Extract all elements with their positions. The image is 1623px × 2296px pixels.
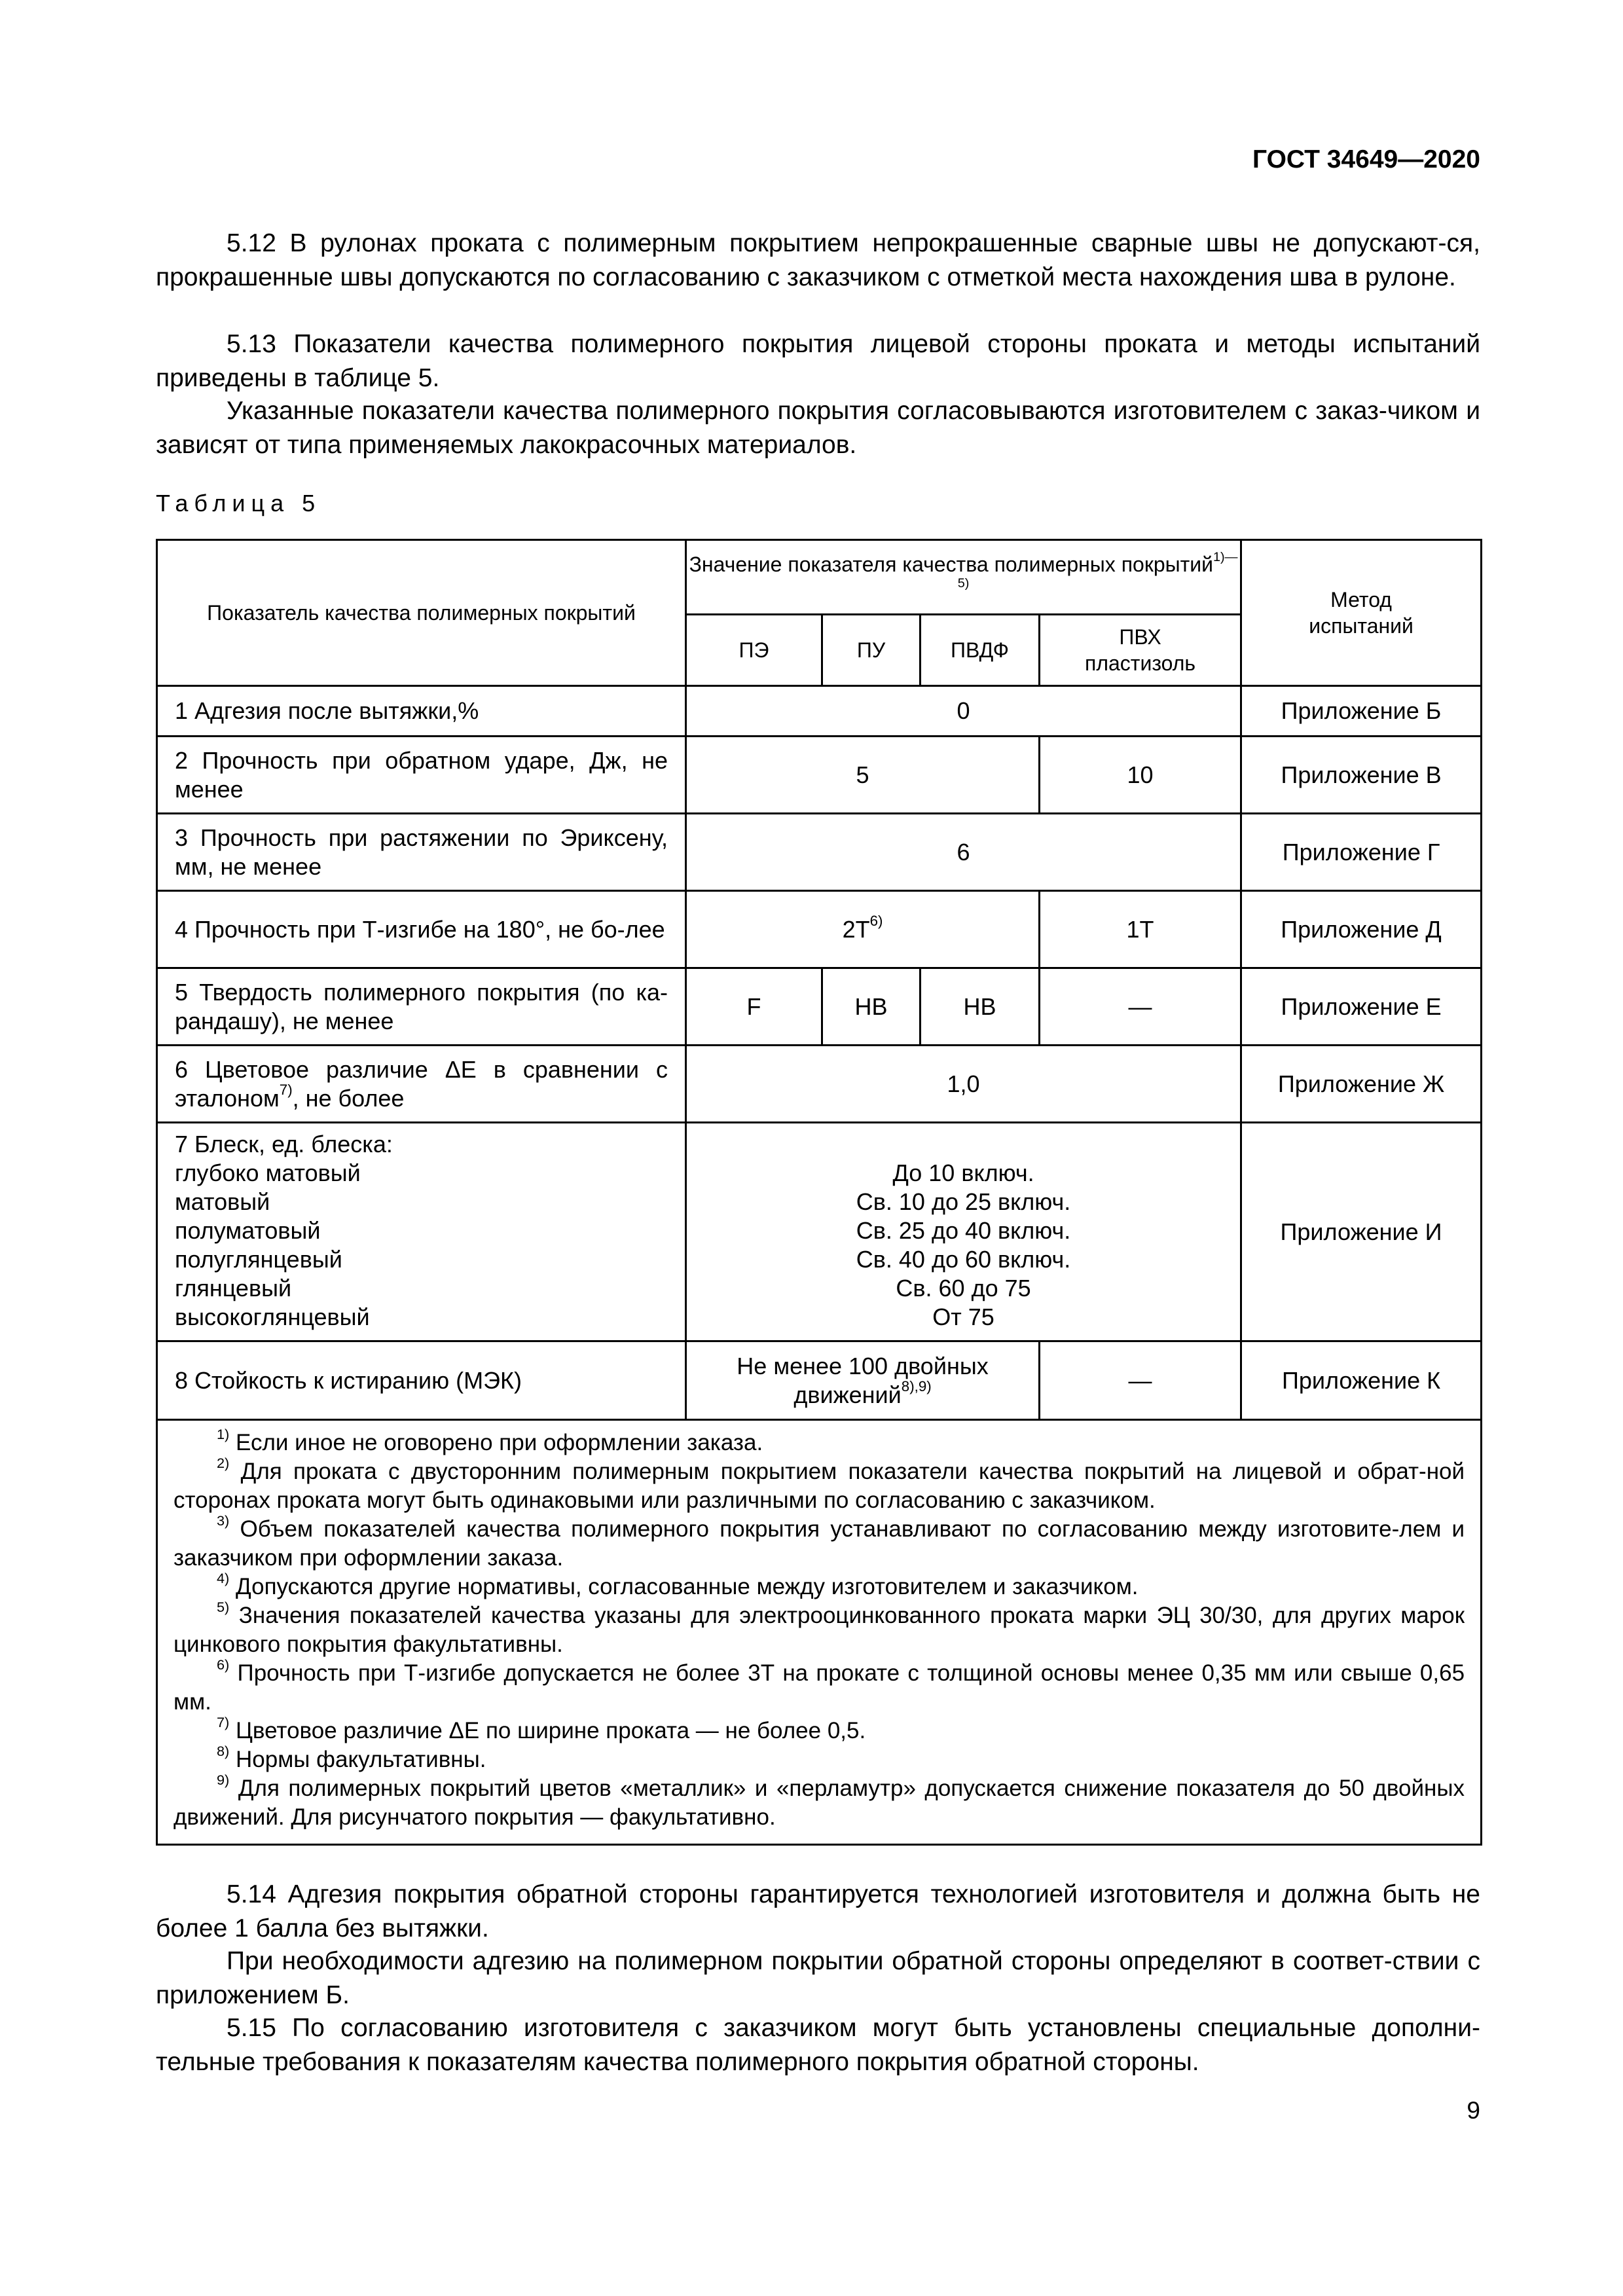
gloss-type: глубоко матовый bbox=[175, 1159, 361, 1186]
value-abrasion-pvc: — bbox=[1040, 1341, 1241, 1420]
method-gloss: Приложение И bbox=[1241, 1123, 1482, 1341]
indicator-erichsen: 3 Прочность при растяжении по Эриксену, мм, не менее bbox=[157, 814, 686, 891]
gloss-heading: 7 Блеск, ед. блеска: bbox=[175, 1131, 393, 1157]
head-value-group: Значение показателя качества полимерных покрытий$^{1)—5)}$ bbox=[686, 540, 1241, 615]
indicator-adhesion: 1 Адгезия после вытяжки,% bbox=[157, 686, 686, 737]
footnote: $^{6)}$ Прочность при Т-изгибе допускается не более 3Т на прокате с толщиной основы менее 0,35 мм или свыше 0,65 мм. bbox=[173, 1656, 1465, 1715]
table-row bbox=[157, 1123, 1482, 1341]
gloss-value: Св. 10 до 25 включ. bbox=[856, 1188, 1071, 1215]
method-adhesion: Приложение Б bbox=[1241, 686, 1482, 737]
paragraph-5-12: 5.12 В рулонах проката с полимерным покрытием непрокрашенные сварные швы не допускают-ся, прокрашенные швы допускаются по согласованию с заказчиком с отметкой места нахождения шва в рулоне. bbox=[156, 229, 1480, 291]
indicator-t-bend: 4 Прочность при Т-изгибе на 180°, не бо-лее bbox=[157, 891, 686, 968]
value-t-bend-pe-pu-pvdf: $2Т^{6)}$ bbox=[686, 891, 1040, 968]
method-color-difference: Приложение Ж bbox=[1241, 1046, 1482, 1123]
head-method: Метод испытаний bbox=[1241, 540, 1482, 686]
table-caption: Таблица 5 bbox=[156, 490, 321, 517]
value-adhesion: 0 bbox=[686, 686, 1241, 737]
table-row bbox=[157, 968, 1482, 1046]
value-reverse-impact-pvc: 10 bbox=[1040, 737, 1241, 814]
head-col-pe: ПЭ bbox=[686, 615, 822, 686]
method-erichsen: Приложение Г bbox=[1241, 814, 1482, 891]
indicator-color-difference: 6 Цветовое различие ΔE в сравнении с эталоном$^{7)}$, не более bbox=[157, 1046, 686, 1123]
value-t-bend-pvc: 1Т bbox=[1040, 891, 1241, 968]
table-row bbox=[157, 737, 1482, 814]
footnote: $^{1)}$ Если иное не оговорено при оформлении заказа. bbox=[217, 1426, 763, 1455]
method-abrasion: Приложение К bbox=[1241, 1341, 1482, 1420]
gloss-type: матовый bbox=[175, 1188, 270, 1215]
gloss-value: Св. 60 до 75 bbox=[896, 1275, 1031, 1302]
head-indicator: Показатель качества полимерных покрытий bbox=[157, 540, 686, 686]
paragraph-5-13: 5.13 Показатели качества полимерного покрытия лицевой стороны проката и методы испытаний приведены в таблице 5. bbox=[156, 330, 1480, 392]
table-row bbox=[157, 686, 1482, 737]
footnote: $^{2)}$ Для проката с двусторонним полимерным покрытием показатели качества покрытий на лицевой и обрат-ной сторонах проката могут быть одинаковыми или различными по согласованию с заказчиком. bbox=[173, 1455, 1465, 1513]
paragraph-5-15: 5.15 По согласованию изготовителя с заказчиком могут быть установлены специальные дополни-тельные требования к показателям качества полимерного покрытия обратной стороны. bbox=[156, 2014, 1480, 2076]
table-5 bbox=[156, 539, 1482, 1846]
indicator-reverse-impact: 2 Прочность при обратном ударе, Дж, не менее bbox=[157, 737, 686, 814]
value-hardness-pe: F bbox=[686, 968, 822, 1046]
value-hardness-pvc: — bbox=[1040, 968, 1241, 1046]
table-notes-row bbox=[157, 1420, 1482, 1845]
value-reverse-impact-pe-pu-pvdf: 5 bbox=[686, 737, 1040, 814]
page-number: 9 bbox=[1467, 2097, 1480, 2124]
footnote: $^{9)}$ Для полимерных покрытий цветов «металлик» и «перламутр» допускается снижение показателя до 50 двойных движений. Для рисунчатого покрытия — факультативно. bbox=[173, 1772, 1465, 1830]
method-reverse-impact: Приложение В bbox=[1241, 737, 1482, 814]
table-head-row bbox=[157, 540, 1482, 615]
table-notes bbox=[157, 1420, 1482, 1845]
gloss-type: полуглянцевый bbox=[175, 1246, 342, 1273]
gloss-value: До 10 включ. bbox=[892, 1159, 1034, 1186]
paragraph-reverse-adhesion: При необходимости адгезию на полимерном покрытии обратной стороны определяют в соответ-ствии с приложением Б. bbox=[156, 1947, 1480, 2009]
value-erichsen: 6 bbox=[686, 814, 1241, 891]
gloss-value: Св. 25 до 40 включ. bbox=[856, 1217, 1071, 1244]
gloss-value: От 75 bbox=[932, 1303, 994, 1330]
footnote: $^{3)}$ Объем показателей качества полимерного покрытия устанавливают по согласованию между изготовите-лем и заказчиком при оформлении заказа. bbox=[173, 1512, 1465, 1571]
footnote: $^{4)}$ Допускаются другие нормативы, согласованные между изготовителем и заказчиком. bbox=[217, 1570, 1139, 1599]
gloss-value: Св. 40 до 60 включ. bbox=[856, 1246, 1071, 1273]
value-hardness-pvdf: НВ bbox=[921, 968, 1040, 1046]
value-abrasion-pe-pu-pvdf: Не менее 100 двойных движений$^{8),9)}$ bbox=[686, 1341, 1040, 1420]
gloss-type: высокоглянцевый bbox=[175, 1303, 370, 1330]
indicator-gloss bbox=[157, 1123, 686, 1341]
table-row bbox=[157, 814, 1482, 891]
paragraph-5-14: 5.14 Адгезия покрытия обратной стороны гарантируется технологией изготовителя и должна быть не более 1 балла без вытяжки. bbox=[156, 1880, 1480, 1942]
footnote: $^{5)}$ Значения показателей качества указаны для электрооцинкованного проката марки ЭЦ 30/30, для других марок цинкового покрытия факультативны. bbox=[173, 1599, 1465, 1657]
head-col-pvc: ПВХ пластизоль bbox=[1040, 615, 1241, 686]
footnote: $^{7)}$ Цветовое различие ΔE по ширине проката — не более 0,5. bbox=[217, 1714, 866, 1743]
footnote: $^{8)}$ Нормы факультативны. bbox=[217, 1743, 486, 1772]
gloss-type: полуматовый bbox=[175, 1217, 321, 1244]
table-row bbox=[157, 1046, 1482, 1123]
method-t-bend: Приложение Д bbox=[1241, 891, 1482, 968]
document-number: ГОСТ 34649—2020 bbox=[1252, 145, 1480, 173]
value-hardness-pu: НВ bbox=[822, 968, 921, 1046]
value-color-difference: 1,0 bbox=[686, 1046, 1241, 1123]
indicator-pencil-hardness: 5 Твердость полимерного покрытия (по ка-рандашу), не менее bbox=[157, 968, 686, 1046]
paragraph-indicators-note: Указанные показатели качества полимерного покрытия согласовываются изготовителем с заказ-чиком и зависят от типа применяемых лакокрасочных материалов. bbox=[156, 397, 1480, 459]
table-row bbox=[157, 891, 1482, 968]
method-pencil-hardness: Приложение Е bbox=[1241, 968, 1482, 1046]
table-row bbox=[157, 1341, 1482, 1420]
value-gloss bbox=[686, 1123, 1241, 1341]
head-col-pu: ПУ bbox=[822, 615, 921, 686]
indicator-abrasion: 8 Стойкость к истиранию (МЭК) bbox=[157, 1341, 686, 1420]
gloss-type: глянцевый bbox=[175, 1275, 292, 1302]
head-col-pvdf: ПВДФ bbox=[921, 615, 1040, 686]
